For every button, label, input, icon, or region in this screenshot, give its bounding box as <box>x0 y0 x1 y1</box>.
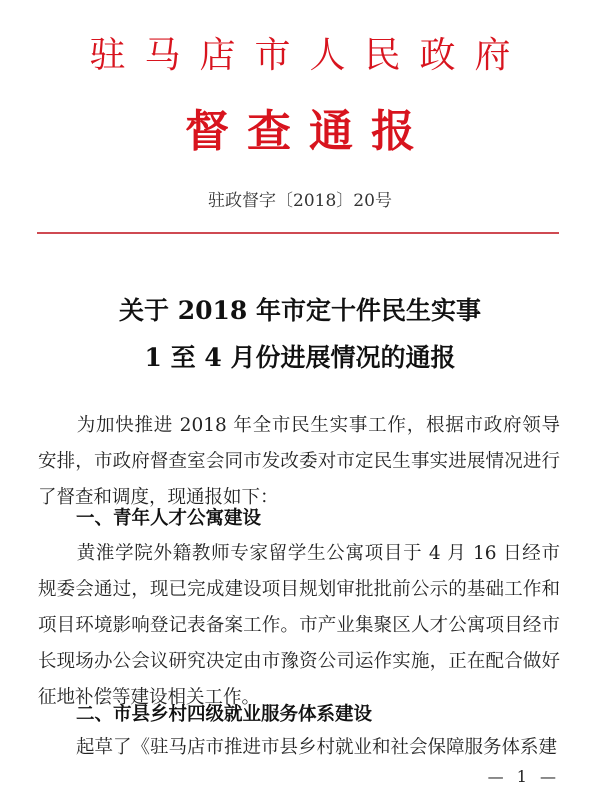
document-number: 驻政督字〔2018〕20号 <box>208 191 392 211</box>
section1-text: 黄淮学院外籍教师专家留学生公寓项目于 4 月 16 日经市规委会通过，现已完成建设项目规划审批批前公示的基础工作和项目环境影响登记表备案工作。市产业集聚区人才公寓项目经市长现场办公会议研究决定由市豫资公司运作实施，正在配合做好征地补偿等建设相关工作。 <box>38 543 560 708</box>
main-title-line2: 1 至 4 月份进展情况的通报 <box>144 343 456 372</box>
section2-text: 起草了《驻马店市推进市县乡村就业和社会保障服务体系建 <box>76 737 558 758</box>
page-number: — 1 — <box>487 767 560 786</box>
intro-text: 为加快推进 2018 年全市民生实事工作，根据市政府领导安排，市政府督查室会同市发改委对市定民生事实进展情况进行了督查和调度，现通报如下： <box>38 415 560 508</box>
document-type-title: 督查通报 <box>185 106 433 157</box>
section2-paragraph <box>38 730 560 766</box>
org-title: 驻马店市人民政府 <box>89 35 530 76</box>
section1-heading: 一、青年人才公寓建设 <box>76 508 262 529</box>
section1-paragraph <box>38 536 560 716</box>
intro-paragraph <box>38 408 560 516</box>
main-title-line1: 关于 2018 年市定十件民生实事 <box>119 296 481 325</box>
red-divider <box>37 232 559 234</box>
section2-heading: 二、市县乡村四级就业服务体系建设 <box>76 704 373 725</box>
